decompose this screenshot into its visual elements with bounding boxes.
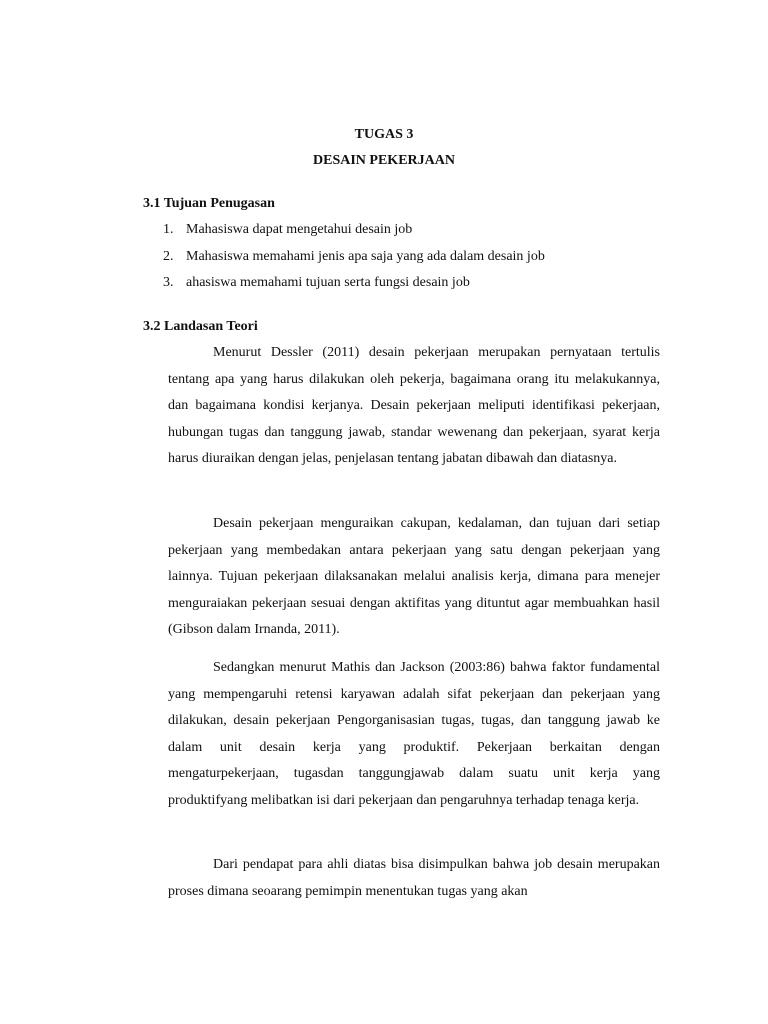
list-item-number: 2. — [163, 248, 174, 264]
paragraph: Sedangkan menurut Mathis dan Jackson (2003:86) bahwa faktor fundamental yang mempengaruhi retensi karyawan adalah sifat pekerjaan dan pekerjaan yang dilakukan, desain pekerjaan Pengorganisasian tugas, tugas, dan tanggung jawab ke dalam unit desain kerja yang produktif. Pekerjaan berkaitan dengan mengaturpekerjaan, tugasdan tanggungjawab dalam suatu unit kerja yang produktifyang melibatkan isi dari pekerjaan dan pengaruhnya terhadap tenaga kerja. — [168, 660, 660, 808]
list-item-text: Mahasiswa dapat mengetahui desain job — [186, 222, 413, 237]
list-item — [163, 274, 545, 301]
paragraph: Menurut Dessler (2011) desain pekerjaan merupakan pernyataan tertulis tentang apa yang harus dilakukan oleh pekerja, bagaimana orang itu melakukannya, dan bagaimana kondisi kerjanya. Desain pekerjaan meliputi identifikasi pekerjaan, hubungan tugas dan tanggung jawab, standar wewenang dan pekerjaan, syarat kerja harus diuraikan dengan jelas, penjelasan tentang jabatan dibawah dan diatasnya. — [168, 345, 660, 466]
list-item — [163, 248, 545, 275]
document-title: TUGAS 3 — [354, 127, 414, 142]
section-heading-landasan: 3.2 Landasan Teori — [143, 319, 258, 334]
list-item-number: 3. — [163, 275, 174, 290]
paragraph: Dari pendapat para ahli diatas bisa disimpulkan bahwa job desain merupakan proses dimana seoarang pemimpin menentukan tugas yang akan — [168, 857, 660, 899]
section-heading-tujuan: 3.1 Tujuan Penugasan — [143, 196, 275, 211]
document-subtitle: DESAIN PEKERJAAN — [313, 153, 455, 168]
paragraph: Desain pekerjaan menguraikan cakupan, kedalaman, dan tujuan dari setiap pekerjaan yang membedakan antara pekerjaan yang satu dengan pekerjaan yang lainnya. Tujuan pekerjaan dilaksanakan melalui analisis kerja, dimana para menejer menguraiakan pekerjaan sesuai dengan aktifitas yang dituntut agar membuahkan hasil (Gibson dalam Irnanda, 2011). — [168, 516, 660, 637]
list-item — [163, 221, 545, 248]
list-item-number: 1. — [163, 222, 174, 237]
list-item-text: ahasiswa memahami tujuan serta fungsi desain job — [186, 275, 470, 290]
objectives-list — [163, 221, 545, 301]
list-item-text: Mahasiswa memahami jenis apa saja yang ada dalam desain job — [186, 248, 545, 264]
